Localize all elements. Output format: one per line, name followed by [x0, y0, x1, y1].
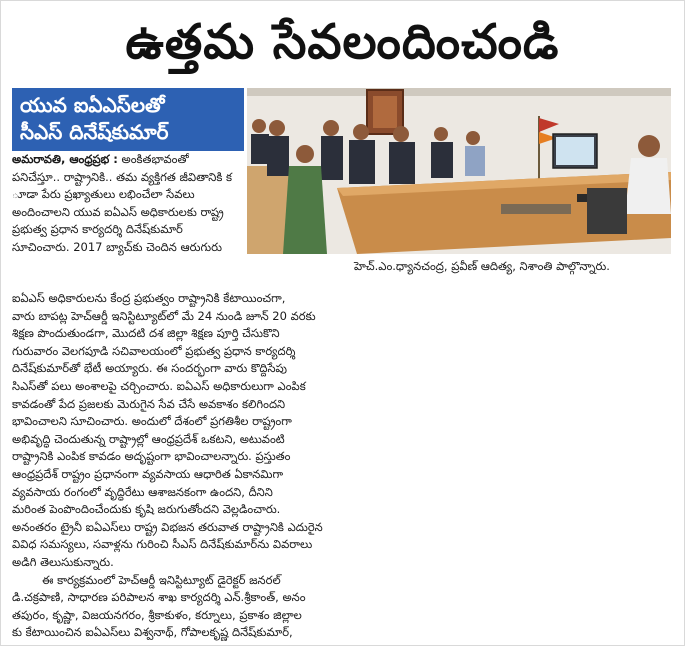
article-line: వారు బాపట్ల హెచ్ఆర్డీ ఇనిస్టిట్యూట్‌లో మే 24 నుండి జూన్ 20 వరకు [12, 308, 316, 323]
headline: ఉత్తమ సేవలందించండి [125, 14, 560, 70]
article-line: కు కేటాయించిన ఐఏఎస్‌లు విశ్వనాథ్, గోపాలకృష్ణ దినేష్‌కుమార్, [12, 625, 293, 640]
article-intro [12, 151, 340, 257]
article-line: భావించాలని సూచించారు. అందులో దేశంలో ప్రగతిశీల రాష్ట్రంగా [12, 414, 292, 429]
article-line: ఈ కార్యక్రమంలో హెచ్ఆర్డీ ఇనిస్టిట్యూట్ డైరెక్టర్ జనరల్ [42, 572, 281, 587]
dateline: అమరావతి, ఆంధ్రప్రభ : [12, 152, 118, 166]
article-line: పనిచేస్తూ.. రాష్ట్రానికి.. తమ వ్యక్తిగత జీవితానికి క [12, 169, 233, 184]
article-line: తపురం, కృష్ణా, విజయనగరం, శ్రీకాకుళం, కర్నూలు, ప్రకాశం జిల్లాల [12, 607, 302, 622]
article-line: ఆంధ్రప్రదేశ్ రాష్ట్రం ప్రధానంగా వ్యవసాయ ఆధారిత ఏకానమిగా [12, 466, 284, 481]
article-line: వివిధ సమస్యలు, సవాళ్లను గురించి సీఎస్ దినేష్‌కుమార్‌ను వివరాలు [12, 537, 313, 552]
article-line: ప్రభుత్వ ప్రధాన కార్యదర్శి దినేష్‌కుమార్ [12, 222, 183, 237]
article-line: అనంతరం ట్రైనీ ఐఏఎస్‌లు రాష్ట్ర విభజన తరువాత రాష్ట్రానికి ఎదురైన [12, 519, 323, 534]
subheadline-box [12, 88, 244, 151]
article-line: ఐఏఎస్ అధికారులను కేంద్ర ప్రభుత్వం రాష్ట్రానికి కేటాయించగా, [12, 291, 286, 305]
article-line: అడిగి తెలుసుకున్నారు. [12, 554, 114, 569]
article-body [12, 290, 672, 642]
article-line: గురువారం వెలగపూడి సచివాలయంలో ప్రభుత్వ ప్రధాన కార్యదర్శి [12, 343, 296, 358]
article-line: శిక్షణ పొందుతుండగా, మొదటి దశ జిల్లా శిక్షణ పూర్తి చేసుకొని [12, 326, 280, 341]
article-line: కావడంతో పేద ప్రజలకు మెరుగైన సేవ చేసే అవకాశం కలిగిందని [12, 396, 286, 411]
article-line: దినేష్‌కుమార్‌తో భేటీ అయ్యారు. ఈ సందర్భంగా వారు కొద్దిసేపు [12, 361, 288, 376]
article-line: డి.చక్రపాణి, సాధారణ పరిపాలన శాఖ కార్యదర్శి ఎన్.శ్రీకాంత్, అనం [12, 590, 306, 605]
article-line: అభివృద్ధి చెందుతున్న రాష్ట్రాల్లో ఆంధ్రప్రదేశ్ ఒకటని, అటువంటి [12, 431, 285, 446]
subheadline-line-2: సీఎస్ దినేష్‌కుమార్ [20, 120, 169, 144]
article-line: అంకితభావంతో [121, 152, 189, 166]
article-line: సిఎస్‌తో పలు అంశాలపై చర్చించారు. ఐఏఎస్ అధికారులుగా ఎంపిక [12, 378, 306, 393]
photo-caption: హెచ్.ఎం.ధ్యానచంద్ర, ప్రవీణ్ ఆదిత్య, నిశాంతి పాల్గొన్నారు. [354, 259, 610, 273]
article-line: మరింత పెంపొందించేందుకు కృషి జరుగుతోందని వెల్లడించారు. [12, 502, 281, 517]
article-line: రాష్ట్రానికి ఎంపిక కావడం అదృష్టంగా భావించాలన్నారు. ప్రస్తుతం [12, 449, 291, 464]
article-line: ూడా పేరు ప్రఖ్యాతులు లభించేలా సేవలు [12, 187, 195, 202]
article-line: వ్యవసాయ రంగంలో వృద్ధిరేటు ఆశాజనకంగా ఉందని, దీనిని [12, 484, 273, 499]
subheadline-line-1: యువ ఐఏఎస్‌లతో [20, 93, 165, 117]
article-line: సూచించారు. 2017 బ్యాచ్‌కు చెందిన ఆరుగురు [12, 239, 222, 254]
article-line: అందించాలని యువ ఐఏఎస్ అధికారులకు రాష్ట్ర [12, 204, 224, 219]
